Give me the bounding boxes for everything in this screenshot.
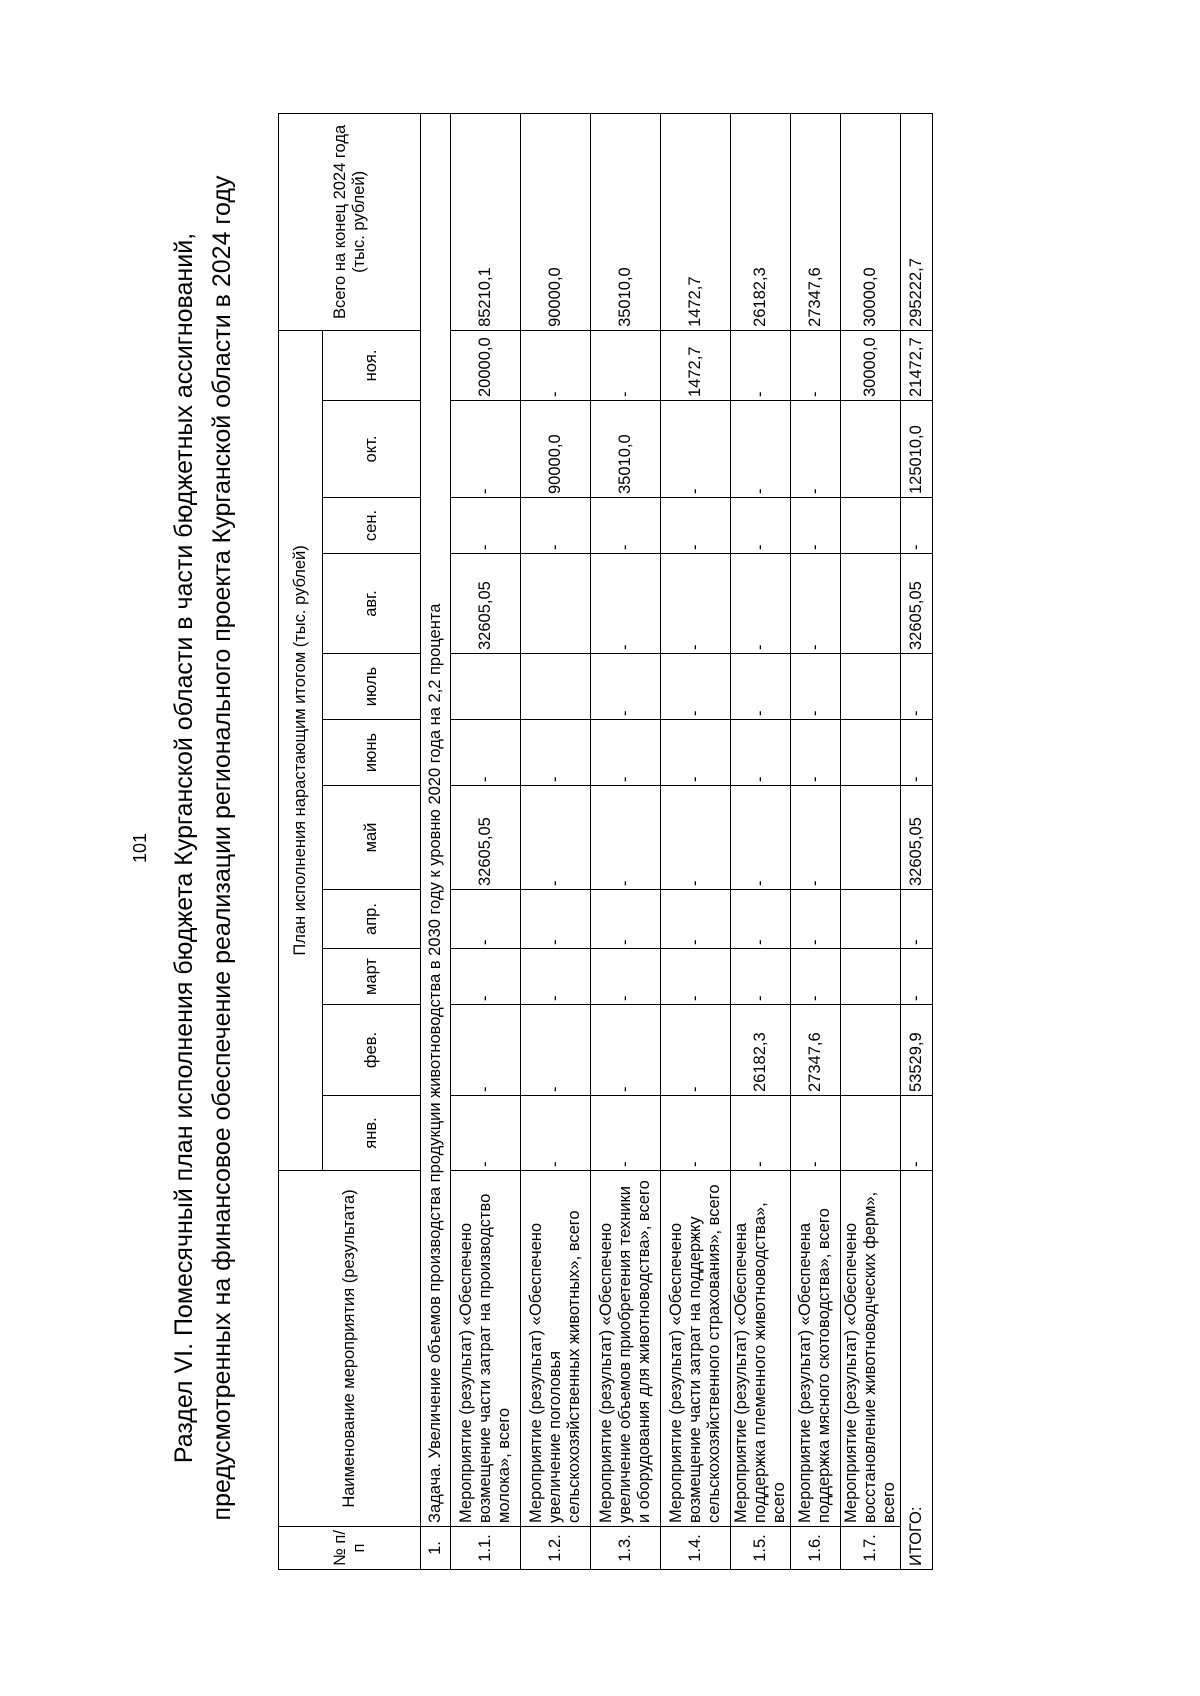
header-month: фев.: [323, 1005, 421, 1096]
row-value: -: [591, 330, 661, 400]
row-num: 1.7.: [840, 1527, 900, 1570]
row-value: -: [591, 949, 661, 1005]
row-value: [521, 554, 591, 654]
row-value: 32605,05: [451, 554, 521, 654]
row-value: 27347,6: [790, 1005, 840, 1096]
header-month: июль: [323, 654, 421, 720]
totals-value: -: [900, 949, 932, 1005]
header-total: Всего на конец 2024 года (тыс. рублей): [279, 113, 421, 330]
row-value: -: [731, 720, 791, 786]
row-value: -: [521, 949, 591, 1005]
row-value: -: [661, 401, 731, 498]
row-total: 1472,7: [661, 113, 731, 330]
totals-row: [900, 113, 932, 1569]
row-value: -: [591, 786, 661, 890]
row-value: -: [451, 720, 521, 786]
header-plan: План исполнения нарастающим итогом (тыс. рублей): [279, 330, 323, 1170]
row-value: -: [591, 554, 661, 654]
row-value: -: [451, 1096, 521, 1171]
row-value: -: [790, 949, 840, 1005]
budget-plan-table: [278, 113, 933, 1570]
row-value: -: [731, 498, 791, 554]
header-name: Наименование мероприятия (результата): [279, 1171, 421, 1527]
table-row: [790, 113, 840, 1569]
row-value: 90000,0: [521, 401, 591, 498]
header-month: авг.: [323, 554, 421, 654]
table-row: [731, 113, 791, 1569]
row-value: -: [731, 654, 791, 720]
page-number: 101: [130, 832, 150, 864]
row-value: -: [521, 330, 591, 400]
header-month: ноя.: [323, 330, 421, 400]
table-row: [451, 113, 521, 1569]
totals-value: 21472,7: [900, 330, 932, 400]
row-value: [451, 654, 521, 720]
row-value: -: [731, 554, 791, 654]
row-total: 85210,1: [451, 113, 521, 330]
row-value: -: [790, 890, 840, 949]
task-num: 1.: [421, 1527, 451, 1570]
row-value: -: [451, 949, 521, 1005]
row-value: -: [521, 720, 591, 786]
totals-label: ИТОГО:: [900, 1171, 932, 1570]
row-value: [840, 786, 900, 890]
row-value: -: [661, 786, 731, 890]
header-month: окт.: [323, 401, 421, 498]
row-value: 32605,05: [451, 786, 521, 890]
row-value: -: [731, 330, 791, 400]
row-value: 1472,7: [661, 330, 731, 400]
row-num: 1.1.: [451, 1527, 521, 1570]
row-value: -: [790, 1096, 840, 1171]
row-value: -: [591, 1096, 661, 1171]
row-name: Мероприятие (результат) «Обеспечено восстановление животноводческих ферм», всего: [840, 1171, 900, 1527]
row-value: [840, 720, 900, 786]
row-value: -: [731, 949, 791, 1005]
totals-value: -: [900, 890, 932, 949]
row-name: Мероприятие (результат) «Обеспечено возмещение части затрат на поддержку сельскохозяйственного страхования», всего: [661, 1171, 731, 1527]
row-total: 30000,0: [840, 113, 900, 330]
header-month: янв.: [323, 1096, 421, 1171]
row-name: Мероприятие (результат) «Обеспечено увеличение поголовья сельскохозяйственных животных», всего: [521, 1171, 591, 1527]
row-name: Мероприятие (результат) «Обеспечена поддержка племенного животноводства», всего: [731, 1171, 791, 1527]
row-value: [840, 1005, 900, 1096]
row-total: 90000,0: [521, 113, 591, 330]
row-value: -: [661, 949, 731, 1005]
row-total: 35010,0: [591, 113, 661, 330]
totals-value: -: [900, 498, 932, 554]
row-value: -: [661, 654, 731, 720]
row-value: 20000,0: [451, 330, 521, 400]
row-value: -: [521, 890, 591, 949]
row-value: 26182,3: [731, 1005, 791, 1096]
row-name: Мероприятие (результат) «Обеспечена поддержка мясного скотоводства», всего: [790, 1171, 840, 1527]
row-value: [840, 949, 900, 1005]
row-value: -: [731, 890, 791, 949]
row-value: -: [731, 1096, 791, 1171]
row-value: [840, 1096, 900, 1171]
row-value: -: [521, 498, 591, 554]
table-row: [661, 113, 731, 1569]
row-total: 26182,3: [731, 113, 791, 330]
row-value: -: [790, 401, 840, 498]
row-value: -: [661, 890, 731, 949]
row-num: 1.2.: [521, 1527, 591, 1570]
row-value: -: [661, 1005, 731, 1096]
row-value: -: [591, 498, 661, 554]
totals-value: -: [900, 654, 932, 720]
row-value: -: [451, 498, 521, 554]
row-value: -: [451, 890, 521, 949]
row-value: -: [591, 654, 661, 720]
header-num: № п/п: [279, 1527, 421, 1570]
row-value: -: [521, 786, 591, 890]
row-value: [521, 654, 591, 720]
row-value: [840, 401, 900, 498]
row-value: -: [521, 1096, 591, 1171]
row-value: -: [731, 786, 791, 890]
totals-total: 295222,7: [900, 113, 932, 330]
title-line-1: Раздел VI. Помесячный план исполнения бюджета Курганской области в части бюджетных ассигнований,: [170, 232, 198, 1464]
row-num: 1.6.: [790, 1527, 840, 1570]
table-row: [840, 113, 900, 1569]
row-value: -: [731, 401, 791, 498]
totals-value: 125010,0: [900, 401, 932, 498]
row-value: -: [661, 1096, 731, 1171]
row-value: -: [451, 401, 521, 498]
row-value: -: [661, 498, 731, 554]
row-value: -: [661, 554, 731, 654]
row-value: -: [521, 1005, 591, 1096]
row-name: Мероприятие (результат) «Обеспечено возмещение части затрат на производство молока», всего: [451, 1171, 521, 1527]
row-value: -: [790, 330, 840, 400]
row-value: [840, 498, 900, 554]
row-num: 1.3.: [591, 1527, 661, 1570]
table-row: [521, 113, 591, 1569]
row-value: -: [661, 720, 731, 786]
header-month: сен.: [323, 498, 421, 554]
row-name: Мероприятие (результат) «Обеспечено увеличение объемов приобретения техники и оборудования для животноводства», всего: [591, 1171, 661, 1527]
row-value: [840, 554, 900, 654]
row-value: -: [591, 1005, 661, 1096]
row-value: [840, 654, 900, 720]
totals-value: -: [900, 720, 932, 786]
row-value: -: [451, 1005, 521, 1096]
header-month: апр.: [323, 890, 421, 949]
row-num: 1.4.: [661, 1527, 731, 1570]
task-text: Задача. Увеличение объемов производства продукции животноводства в 2030 году к уровню 2020 года на 2,2 процента: [421, 113, 451, 1526]
row-value: -: [790, 498, 840, 554]
row-value: -: [790, 554, 840, 654]
totals-value: 32605,05: [900, 786, 932, 890]
row-value: -: [790, 786, 840, 890]
row-total: 27347,6: [790, 113, 840, 330]
row-value: 35010,0: [591, 401, 661, 498]
row-value: -: [591, 890, 661, 949]
row-value: [840, 890, 900, 949]
header-month: май: [323, 786, 421, 890]
table-row: [591, 113, 661, 1569]
task-row: [421, 113, 451, 1569]
title-line-2: предусмотренных на финансовое обеспечение реализации регионального проекта Курганской области в 2024 году: [208, 175, 236, 1521]
row-num: 1.5.: [731, 1527, 791, 1570]
row-value: -: [790, 720, 840, 786]
row-value: 30000,0: [840, 330, 900, 400]
row-value: -: [790, 654, 840, 720]
header-row-top: [279, 113, 323, 1569]
header-month: июнь: [323, 720, 421, 786]
row-value: -: [591, 720, 661, 786]
totals-value: 32605,05: [900, 554, 932, 654]
totals-value: -: [900, 1096, 932, 1171]
totals-value: 53529,9: [900, 1005, 932, 1096]
header-month: март: [323, 949, 421, 1005]
